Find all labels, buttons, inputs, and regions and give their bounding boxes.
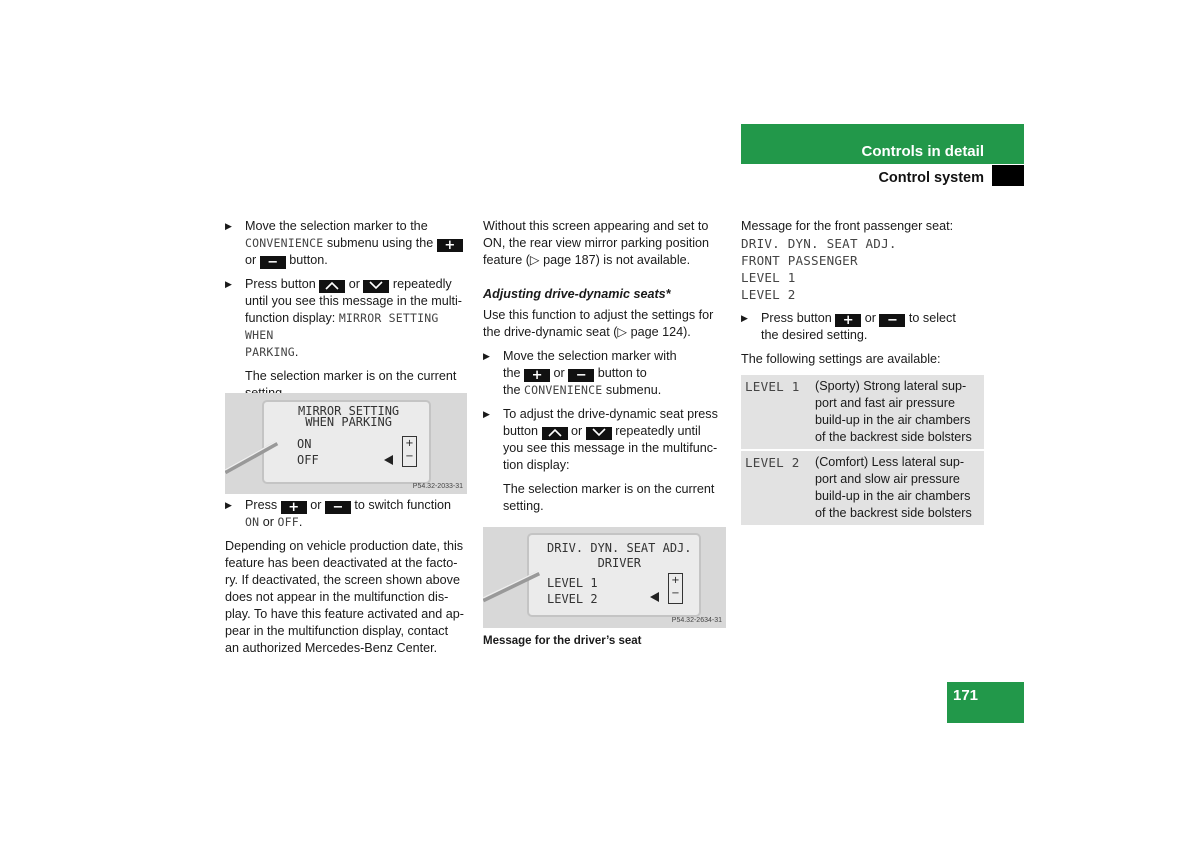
page-number: 171 bbox=[953, 687, 979, 704]
bullet-arrow-icon: ▶ bbox=[225, 279, 232, 289]
bullet-arrow-icon: ▶ bbox=[483, 409, 490, 419]
step-move-marker: ▶ Move the selection marker to the CONVENIENCE submenu using the + or − button. bbox=[225, 218, 470, 269]
section-title: Controls in detail bbox=[861, 143, 984, 160]
bullet-arrow-icon: ▶ bbox=[225, 221, 232, 231]
subsection-title: Control system bbox=[878, 170, 984, 186]
description-cell: (Sporty) Strong lateral sup- port and fast air pressure build-up in the air chambers of the backrest side bolsters bbox=[811, 375, 984, 450]
plus-button-icon: + bbox=[281, 501, 307, 514]
up-button-icon bbox=[319, 280, 345, 293]
bullet-arrow-icon: ▶ bbox=[741, 313, 748, 323]
settings-intro: The following settings are available: bbox=[741, 352, 941, 366]
subsection-marker bbox=[992, 165, 1024, 186]
passenger-seat-intro: Message for the front passenger seat: bbox=[741, 219, 954, 233]
selection-marker-icon bbox=[650, 592, 659, 602]
column-1 bbox=[225, 218, 470, 402]
minus-button-icon: − bbox=[879, 314, 905, 327]
minus-button-icon: − bbox=[325, 501, 351, 514]
level-cell: LEVEL 2 bbox=[741, 450, 811, 525]
mirror-availability-paragraph: Without this screen appearing and set to ON, the rear view mirror parking position feature (▷ page 187) is not available. bbox=[483, 219, 710, 267]
section-header-bar bbox=[741, 124, 1024, 164]
step-select-setting: ▶ Press button + or − to select the desired setting. bbox=[741, 311, 956, 342]
selection-marker-icon bbox=[384, 455, 393, 465]
bullet-arrow-icon: ▶ bbox=[483, 351, 490, 361]
note-text: The selection marker is on the current bbox=[245, 369, 457, 383]
figure-code: P54.32-2033-31 bbox=[412, 483, 463, 490]
step-switch-function: ▶ Press + or − to switch function ON or OFF. bbox=[225, 498, 452, 529]
note-text: The selection marker is on the current setting. bbox=[503, 482, 715, 513]
down-button-icon bbox=[586, 427, 612, 440]
down-button-icon bbox=[363, 280, 389, 293]
pointer-stylus-icon bbox=[483, 565, 543, 605]
table-row bbox=[741, 375, 984, 450]
plus-button-icon: + bbox=[437, 239, 463, 252]
menu-name: CONVENIENCE bbox=[245, 236, 324, 250]
page-number-box bbox=[947, 682, 1024, 723]
up-button-icon bbox=[542, 427, 568, 440]
column-1-lower bbox=[225, 497, 470, 657]
mirror-setting-display-image: MIRROR SETTING WHEN PARKING ON OFF + − P54.32-2033-31 bbox=[225, 393, 467, 494]
driver-seat-display-image: DRIV. DYN. SEAT ADJ. DRIVER LEVEL 1 LEVEL 2 + − P54.32-2634-31 bbox=[483, 527, 726, 628]
plus-minus-icon: + − bbox=[668, 573, 683, 604]
bullet-arrow-icon: ▶ bbox=[225, 500, 232, 510]
plus-minus-icon: + − bbox=[402, 436, 417, 467]
table-row bbox=[741, 450, 984, 525]
minus-button-icon: − bbox=[260, 256, 286, 269]
minus-button-icon: − bbox=[568, 369, 594, 382]
description-cell: (Comfort) Less lateral sup- port and slow air pressure build-up in the air chambers of the backrest side bolsters bbox=[811, 450, 984, 525]
plus-button-icon: + bbox=[524, 369, 550, 382]
passenger-message-lines: DRIV. DYN. SEAT ADJ. FRONT PASSENGER LEVEL 1 LEVEL 2 bbox=[741, 236, 897, 302]
step-press-button: ▶ Press button or repeatedly until you see this message in the multi- function display: MIRROR SETTING WHEN PARKING. bbox=[225, 277, 462, 359]
figure-caption: Message for the driver’s seat bbox=[483, 635, 642, 647]
pointer-stylus-icon bbox=[225, 435, 285, 475]
plus-button-icon: + bbox=[835, 314, 861, 327]
production-date-paragraph: Depending on vehicle production date, this feature has been deactivated at the facto- ry. If deactivated, the screen shown above does not appear in the multifunction dis- play. To have this feature activated and ap- pear in the multifunction display, contact an authorized Mercedes-Benz Center. bbox=[225, 539, 464, 655]
figure-code: P54.32-2634-31 bbox=[671, 617, 722, 624]
level-cell: LEVEL 1 bbox=[741, 375, 811, 450]
step-adjust-seat: ▶ To adjust the drive-dynamic seat press button or repeatedly until you see this message in the multifunc- tion display: bbox=[483, 407, 718, 472]
column-3 bbox=[741, 218, 986, 525]
step-move-marker: ▶ Move the selection marker with the + or − button to the CONVENIENCE submenu. bbox=[483, 349, 677, 397]
section-heading: Adjusting drive-dynamic seats* bbox=[483, 287, 671, 301]
column-2 bbox=[483, 218, 728, 515]
settings-table bbox=[741, 375, 984, 525]
intro-paragraph: Use this function to adjust the settings for the drive-dynamic seat (▷ page 124). bbox=[483, 308, 714, 339]
